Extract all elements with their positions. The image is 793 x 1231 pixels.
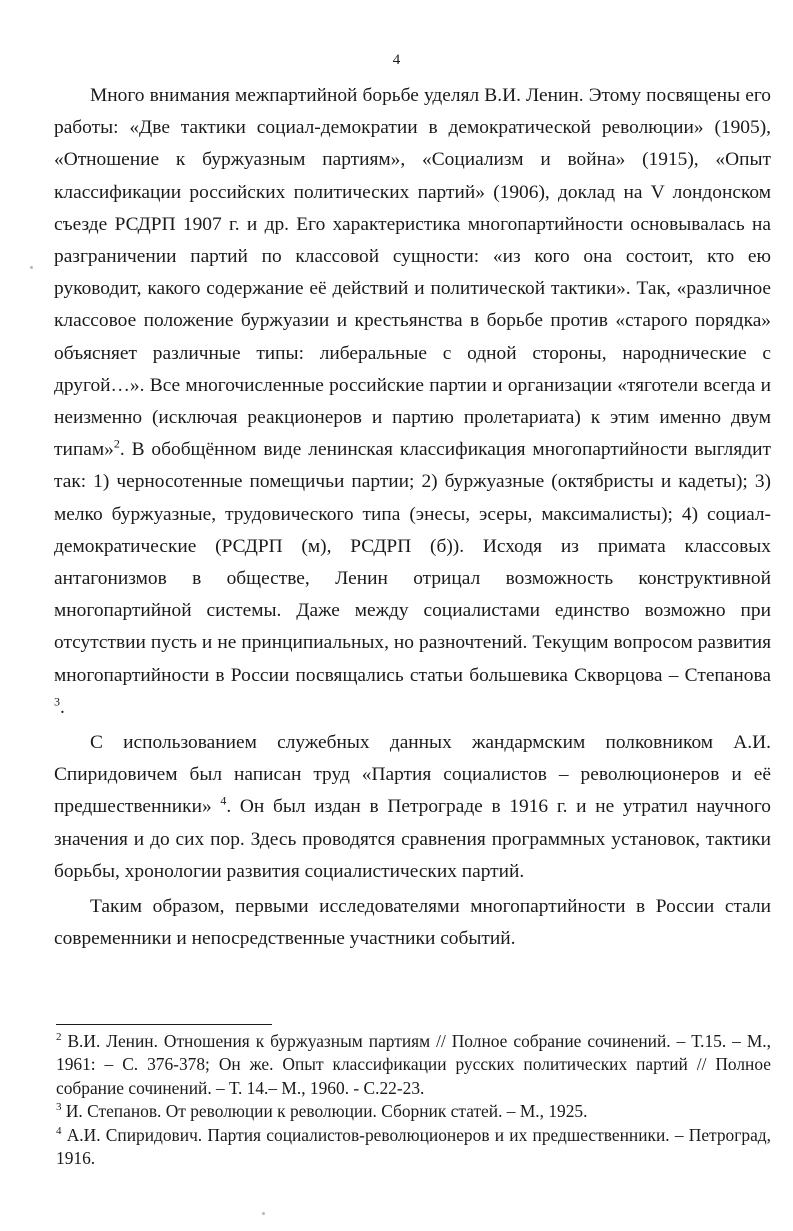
- paragraph-2-text-b: . Он был издан в Петрограде в 1916 г. и не утратил научного значения и до сих пор. Здесь проводятся сравнения программных установок, тактики борьбы, хронологии развития социалистических партий.: [54, 796, 771, 882]
- paragraph-3: [54, 891, 771, 955]
- footnote-text: А.И. Спиридович. Партия социалистов-революционеров и их предшественники. – Петроград, 1916.: [56, 1124, 771, 1169]
- footnote-divider: [56, 1024, 272, 1025]
- footnote-ref-3: 3: [54, 694, 60, 709]
- footnote-text: В.И. Ленин. Отношения к буржуазным партиям // Полное собрание сочинений. – Т.15. – М., 1961: – С. 376-378; Он же. Опыт классификации русских политических партий // Полное собрание сочинений. – Т. 14.– М., 1960. - С.22-23.: [56, 1031, 771, 1098]
- footnote-4: [56, 1124, 771, 1171]
- footnote-mark: 2: [56, 1031, 62, 1044]
- footnote-3: [56, 1100, 771, 1123]
- paragraph-3-text: Таким образом, первыми исследователями многопартийности в России стали современники и непосредственные участники событий.: [54, 896, 771, 950]
- scan-speck: [30, 266, 33, 269]
- footnote-ref-4: 4: [220, 794, 227, 808]
- paragraph-2: [54, 727, 771, 888]
- footnote-mark: 3: [56, 1101, 62, 1114]
- footnote-mark: 4: [56, 1124, 62, 1137]
- footnote-2: [56, 1030, 771, 1100]
- scan-speck: [262, 1212, 265, 1215]
- footnotes: [56, 1030, 771, 1170]
- paragraph-1-text-b: . В обобщённом виде ленинская классификация многопартийности выглядит так: 1) черносотенные помещичьи партии; 2) буржуазные (октябристы и кадеты); 3) мелко буржуазные, трудовического типа (энесы, эсеры, максималисты); 4) социал-демократические (РСДРП (м), РСДРП (б)). Исходя из примата классовых антагонизмов в обществе, Ленин отрицал возможность конструктивной многопартийной системы. Даже между социалистами единство возможно при отсутствии пусть и не принципиальных, но разночтений. Текущим вопросом развития многопартийности в России посвящались статьи большевика Скворцова – Степанова: [54, 439, 771, 686]
- footnote-ref-2: 2: [113, 436, 120, 451]
- paragraph-2-text-a: С использованием служебных данных жандармским полковником А.И. Спиридовичем был написан труд «Партия социалистов – революционеров и её предшественники»: [54, 732, 771, 818]
- paragraph-1: [54, 80, 771, 724]
- page-number: 4: [392, 52, 401, 68]
- paragraph-1-text-c: .: [60, 696, 65, 718]
- body-text: [54, 80, 771, 955]
- paragraph-1-text-a: Много внимания межпартийной борьбе уделял В.И. Ленин. Этому посвящены его работы: «Две тактики социал-демократии в демократической революции» (1905), «Отношение к буржуазным партиям», «Социализм и война» (1915), «Опыт классификации российских политических партий» (1906), доклад на V лондонском съезде РСДРП 1907 г. и др. Его характеристика многопартийности основывалась на разграничении партий по классовой сущности: «из кого она состоит, кто ею руководит, какого содержание её действий и политической тактики». Так, «различное классовое положение буржуазии и крестьянства в борьбе против «старого порядка» объясняет различные типы: либеральные с одной стороны, народнические с другой…». Все многочисленные российские партии и организации «тяготели всегда и неизменно (исключая реакционеров и партию пролетариата) к этим именно двум типам»: [54, 85, 771, 461]
- footnote-text: И. Степанов. От революции к революции. Сборник статей. – М., 1925.: [61, 1101, 588, 1122]
